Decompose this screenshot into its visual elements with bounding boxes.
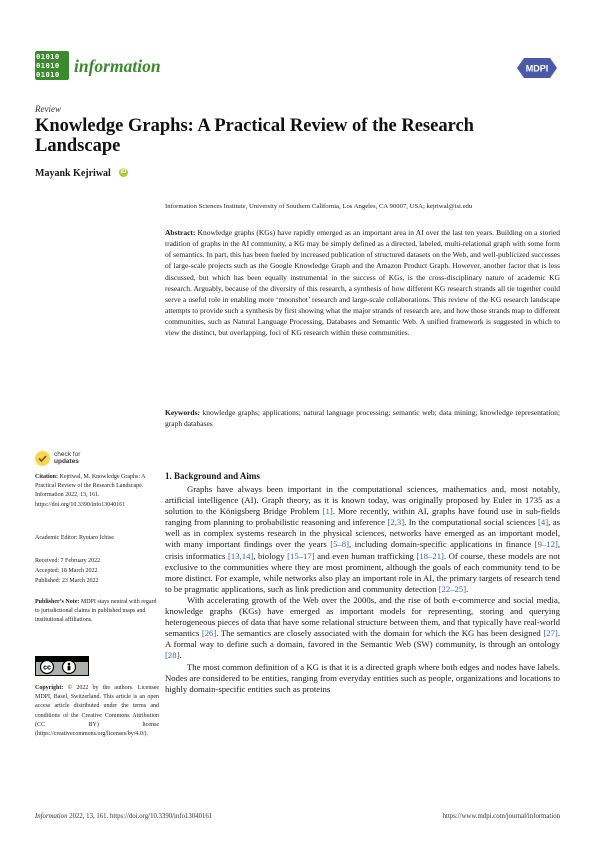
logo-line: 01010: [36, 70, 60, 79]
citation-text[interactable]: Kejriwal, M. Knowledge Graphs: A Practical Review of the Research Landscape. Information 2022, 13, 161. https://doi.org/10.3390/info13040161: [35, 474, 146, 508]
paragraph: Graphs have always been important in the computational sciences, mathematics and, most notably, artificial intelligence (AI). Graph theory, as it is known today, was originally proposed by Euler in 1735 as a solution to the Königsberg Bridge Problem [1]. More recently, within AI, graphs have found use in sub-fields ranging from planning to probabilistic reasoning and inference [2,3]. In the computational social sciences [4], as well as in complex systems research in the physical sciences, networks have emerged as an important model, with many important findings over the years [5–8], including domain-specific applications in finance [9–12], crisis informatics [13,14], biology [15–17] and even human trafficking [18–21]. Of course, these models are not exclusive to the communities where they are most prominent, although the goals of each community tend to be more distinct. For example, while networks also play an important role in AI, the primary targets of research tend to be pragmatic applications, such as link prediction and community detection [22–25].: [165, 484, 561, 594]
citation-link[interactable]: [13,14]: [227, 550, 254, 561]
academic-editor: Academic Editor: Ryutaro Ichise: [35, 535, 114, 541]
footer-journal: Information: [35, 813, 68, 820]
check-for-updates-button[interactable]: [54, 451, 80, 465]
author-name[interactable]: Mayank Kejriwal: [35, 168, 111, 179]
citation: [35, 473, 159, 510]
logo-line: 01010: [36, 61, 60, 70]
footer-journal-url[interactable]: https://www.mdpi.com/journal/information: [442, 813, 560, 820]
mdpi-logo: [516, 57, 558, 79]
check-for-updates-label: check for: [54, 451, 81, 458]
footer-doi[interactable]: 2022, 13, 161. https://doi.org/10.3390/info13040161: [69, 813, 213, 820]
citation-link[interactable]: [2,3]: [387, 517, 405, 528]
abstract-text: Knowledge graphs (KGs) have rapidly emerged as an important area in AI over the last ten years. Building on a storied tradition of graphs in the AI community, a KG may be simply defined as a directed, labeled, multi-relational graph with some form of semantics. In part, this has been fueled by increased publication of structured datasets on the Web, and well-publicized successes of large-scale projects such as the Google Knowledge Graph and the Amazon Product Graph. However, another factor that is less discussed, but which has been equally instrumental in the success of KGs, is the cross-disciplinary nature of academic KG research. Arguably, because of the diversity of this research, a synthesis of how different KG research strands all tie together could serve a useful role in enabling more ‘moonshot’ research and large-scale collaborations. This review of the KG research landscape attempts to provide such a synthesis by first showing what the major strands of research are, and how those strands map to different communities, such as Natural Language Processing, Databases and Semantic Web. A unified framework is suggested in which to view the distinct, but overlapping, foci of KG research within these communities.: [165, 228, 560, 338]
citation-link[interactable]: [22–25]: [438, 583, 467, 594]
journal-name: information: [74, 56, 161, 76]
received-date: Received: 7 February 2022: [35, 558, 101, 564]
publisher-note-text: MDPI stays neutral with regard to jurisdictional claims in published maps and institutional affiliations.: [35, 599, 157, 624]
keywords-text: knowledge graphs; applications; natural language processing; semantic web; data mining; knowledge representation; graph databases: [165, 408, 560, 429]
cc-badge-text: cc: [43, 664, 51, 672]
citation-link[interactable]: [18–21]: [416, 550, 444, 561]
publisher-note-label: Publisher’s Note:: [35, 599, 80, 605]
published-date: Published: 23 March 2022: [35, 578, 99, 584]
publisher-note: [35, 598, 159, 626]
mdpi-logo-text: MDPI: [525, 63, 549, 74]
page-footer: [35, 813, 560, 820]
citation-link[interactable]: [4]: [537, 517, 549, 528]
citation-link[interactable]: [9–12]: [534, 539, 558, 550]
orcid-icon[interactable]: iD: [120, 169, 127, 175]
citation-link[interactable]: [26]: [201, 628, 217, 639]
check-for-updates-icon[interactable]: [35, 451, 50, 466]
keywords-label: Keywords:: [165, 408, 200, 417]
citation-link[interactable]: [1]: [322, 506, 333, 517]
paragraph: With accelerating growth of the Web over the 2000s, and the rise of both e-commerce and social media, knowledge graphs (KGs) have emerged as important models for representing, storing and querying heterogeneous pieces of data that have some relational structure between them, and that typically have real-world semantics [26]. The semantics are closely associated with the domain for which the KG has been designed [27]. A formal way to define such a domain, favored in the Semantic Web (SW) community, is through an ontology [28].: [165, 594, 560, 661]
journal-logo: [35, 51, 69, 80]
citation-link[interactable]: [15–17]: [287, 550, 315, 561]
citation-link[interactable]: [27]: [543, 628, 558, 639]
section-heading: 1. Background and Aims: [165, 471, 260, 481]
paragraph: The most common definition of a KG is that it is a directed graph where both edges and nodes have labels. Nodes are considered to be entities, ranging from everyday entities such as people, organizations and locations to highly domain-specific entities such as proteins: [165, 661, 560, 694]
copyright: [35, 684, 159, 739]
footer-citation: [35, 813, 212, 820]
citation-link[interactable]: [28]: [165, 650, 180, 661]
abstract: [165, 227, 560, 339]
cc-by-license-badge[interactable]: [35, 656, 89, 676]
article-title: Knowledge Graphs: A Practical Review of the Research Landscape: [35, 116, 474, 156]
article-type: Review: [35, 104, 61, 114]
copyright-label: Copyright:: [35, 685, 64, 691]
updates-label: updates: [54, 458, 79, 465]
logo-line: 01010: [36, 52, 60, 61]
citation-link[interactable]: [5–8]: [330, 539, 350, 550]
keywords: [165, 407, 560, 429]
accepted-date: Accepted: 18 March 2022: [35, 568, 98, 574]
affiliation: Information Sciences Institute, University of Southern California, Los Angeles, CA 90007, USA; kejriwal@isi.edu: [165, 203, 473, 210]
citation-label: Citation:: [35, 474, 58, 480]
copyright-text: © 2022 by the authors. Licensee MDPI, Basel, Switzerland. This article is an open access article distributed under the terms and conditions of the Creative Commons Attribution (CC BY) license (https://creativecommons.org/licenses/by/4.0/).: [35, 685, 160, 738]
body-text: [165, 484, 560, 695]
abstract-label: Abstract:: [165, 228, 196, 237]
